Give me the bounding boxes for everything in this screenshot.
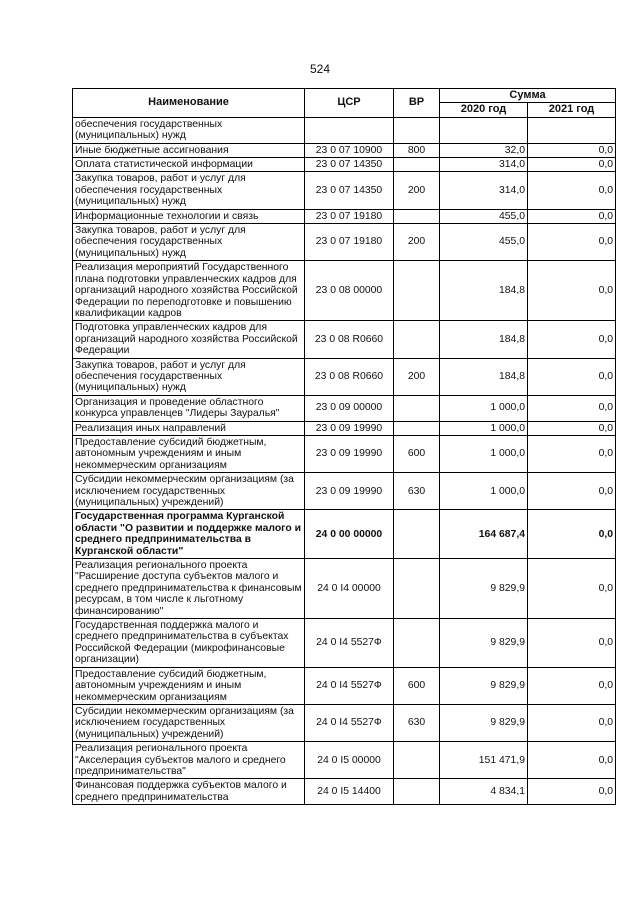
table-row bbox=[73, 158, 616, 172]
table-row bbox=[73, 172, 616, 209]
row-sum-2020: 455,0 bbox=[440, 209, 528, 223]
table-row bbox=[73, 321, 616, 358]
row-csr: 23 0 09 19990 bbox=[305, 473, 394, 510]
row-name: Государственная программа Курганской области "О развитии и поддержке малого и среднего предпринимательства в Курганской области" bbox=[73, 510, 305, 559]
row-sum-2020: 184,8 bbox=[440, 261, 528, 321]
table-row bbox=[73, 510, 616, 559]
header-sum: Сумма bbox=[440, 89, 616, 103]
row-csr: 24 0 00 00000 bbox=[305, 510, 394, 559]
row-sum-2021: 0,0 bbox=[528, 224, 616, 261]
row-sum-2021: 0,0 bbox=[528, 779, 616, 805]
row-csr: 23 0 08 R0660 bbox=[305, 321, 394, 358]
table-row bbox=[73, 224, 616, 261]
row-vr bbox=[394, 395, 440, 421]
row-sum-2021: 0,0 bbox=[528, 473, 616, 510]
table-row bbox=[73, 667, 616, 704]
header-year-2021: 2021 год bbox=[528, 103, 616, 117]
row-csr: 23 0 08 00000 bbox=[305, 261, 394, 321]
row-vr: 600 bbox=[394, 435, 440, 472]
row-csr bbox=[305, 117, 394, 143]
table-row bbox=[73, 209, 616, 223]
row-name: Реализация регионального проекта "Акселерация субъектов малого и среднего предпринимательства" bbox=[73, 742, 305, 779]
table-body bbox=[73, 117, 616, 804]
row-vr bbox=[394, 779, 440, 805]
table-row bbox=[73, 117, 616, 143]
page-number: 524 bbox=[309, 62, 331, 76]
table-row bbox=[73, 143, 616, 157]
row-vr bbox=[394, 321, 440, 358]
row-sum-2021: 0,0 bbox=[528, 559, 616, 619]
row-vr bbox=[394, 742, 440, 779]
row-name: Субсидии некоммерческим организациям (за исключением государственных (муниципальных) учреждений) bbox=[73, 473, 305, 510]
row-csr: 24 0 I5 00000 bbox=[305, 742, 394, 779]
row-name: Информационные технологии и связь bbox=[73, 209, 305, 223]
table-row bbox=[73, 473, 616, 510]
row-vr bbox=[394, 559, 440, 619]
row-sum-2020: 1 000,0 bbox=[440, 473, 528, 510]
row-vr: 200 bbox=[394, 358, 440, 395]
table-row bbox=[73, 742, 616, 779]
row-csr: 24 0 I5 14400 bbox=[305, 779, 394, 805]
row-csr: 23 0 09 19990 bbox=[305, 421, 394, 435]
row-sum-2020: 9 829,9 bbox=[440, 619, 528, 668]
row-sum-2021: 0,0 bbox=[528, 358, 616, 395]
row-vr bbox=[394, 619, 440, 668]
row-sum-2020: 9 829,9 bbox=[440, 559, 528, 619]
header-vr: ВР bbox=[394, 89, 440, 118]
header-year-2020: 2020 год bbox=[440, 103, 528, 117]
table-row bbox=[73, 421, 616, 435]
row-name: Закупка товаров, работ и услуг для обеспечения государственных (муниципальных) нужд bbox=[73, 224, 305, 261]
row-sum-2020: 9 829,9 bbox=[440, 667, 528, 704]
row-vr: 630 bbox=[394, 704, 440, 741]
row-csr: 23 0 09 00000 bbox=[305, 395, 394, 421]
row-name: Иные бюджетные ассигнования bbox=[73, 143, 305, 157]
row-sum-2021: 0,0 bbox=[528, 619, 616, 668]
table-row bbox=[73, 435, 616, 472]
row-sum-2021: 0,0 bbox=[528, 395, 616, 421]
row-sum-2020: 151 471,9 bbox=[440, 742, 528, 779]
row-vr bbox=[394, 117, 440, 143]
row-sum-2020: 455,0 bbox=[440, 224, 528, 261]
row-vr: 800 bbox=[394, 143, 440, 157]
row-vr bbox=[394, 510, 440, 559]
row-sum-2020: 314,0 bbox=[440, 158, 528, 172]
row-sum-2021: 0,0 bbox=[528, 321, 616, 358]
row-name: Финансовая поддержка субъектов малого и среднего предпринимательства bbox=[73, 779, 305, 805]
row-csr: 24 0 I4 5527Ф bbox=[305, 667, 394, 704]
row-vr: 630 bbox=[394, 473, 440, 510]
row-name: Предоставление субсидий бюджетным, автономным учреждениям и иным некоммерческим организациям bbox=[73, 667, 305, 704]
row-csr: 23 0 07 14350 bbox=[305, 158, 394, 172]
row-name: Закупка товаров, работ и услуг для обеспечения государственных (муниципальных) нужд bbox=[73, 172, 305, 209]
row-name: Организация и проведение областного конкурса управленцев "Лидеры Зауралья" bbox=[73, 395, 305, 421]
row-sum-2021: 0,0 bbox=[528, 742, 616, 779]
row-sum-2020: 1 000,0 bbox=[440, 395, 528, 421]
row-name: Подготовка управленческих кадров для организаций народного хозяйства Российской Федерации bbox=[73, 321, 305, 358]
row-csr: 24 0 I4 5527Ф bbox=[305, 619, 394, 668]
row-sum-2020 bbox=[440, 117, 528, 143]
row-vr bbox=[394, 209, 440, 223]
row-vr: 600 bbox=[394, 667, 440, 704]
row-csr: 23 0 07 10900 bbox=[305, 143, 394, 157]
row-name: Реализация мероприятий Государственного плана подготовки управленческих кадров для организаций народного хозяйства Российской Федерации по переподготовке и повышению квалификации кадров bbox=[73, 261, 305, 321]
row-sum-2021: 0,0 bbox=[528, 667, 616, 704]
header-csr: ЦСР bbox=[305, 89, 394, 118]
row-sum-2020: 4 834,1 bbox=[440, 779, 528, 805]
row-vr: 200 bbox=[394, 224, 440, 261]
row-name: Субсидии некоммерческим организациям (за исключением государственных (муниципальных) учреждений) bbox=[73, 704, 305, 741]
row-csr: 23 0 07 19180 bbox=[305, 209, 394, 223]
table-row bbox=[73, 395, 616, 421]
table-row bbox=[73, 261, 616, 321]
row-name: обеспечения государственных (муниципальных) нужд bbox=[73, 117, 305, 143]
row-csr: 23 0 08 R0660 bbox=[305, 358, 394, 395]
row-csr: 23 0 07 19180 bbox=[305, 224, 394, 261]
row-name: Реализация иных направлений bbox=[73, 421, 305, 435]
row-sum-2020: 164 687,4 bbox=[440, 510, 528, 559]
row-sum-2021: 0,0 bbox=[528, 172, 616, 209]
row-sum-2020: 1 000,0 bbox=[440, 435, 528, 472]
row-vr: 200 bbox=[394, 172, 440, 209]
row-sum-2020: 184,8 bbox=[440, 358, 528, 395]
table-row bbox=[73, 704, 616, 741]
row-name: Реализация регионального проекта "Расширение доступа субъектов малого и среднего предпринимательства к финансовым ресурсам, в том числе к льготному финансированию" bbox=[73, 559, 305, 619]
row-sum-2020: 184,8 bbox=[440, 321, 528, 358]
row-csr: 24 0 I4 5527Ф bbox=[305, 704, 394, 741]
table-row bbox=[73, 619, 616, 668]
row-sum-2021: 0,0 bbox=[528, 261, 616, 321]
table-row bbox=[73, 559, 616, 619]
budget-table bbox=[72, 88, 616, 805]
row-csr: 24 0 I4 00000 bbox=[305, 559, 394, 619]
row-name: Предоставление субсидий бюджетным, автономным учреждениям и иным некоммерческим организациям bbox=[73, 435, 305, 472]
row-sum-2021: 0,0 bbox=[528, 510, 616, 559]
row-sum-2021: 0,0 bbox=[528, 143, 616, 157]
row-sum-2020: 314,0 bbox=[440, 172, 528, 209]
row-csr: 23 0 09 19990 bbox=[305, 435, 394, 472]
table-row bbox=[73, 358, 616, 395]
row-sum-2021: 0,0 bbox=[528, 158, 616, 172]
row-name: Государственная поддержка малого и среднего предпринимательства в субъектах Российской Федерации (микрофинансовые организации) bbox=[73, 619, 305, 668]
row-sum-2020: 9 829,9 bbox=[440, 704, 528, 741]
row-sum-2021: 0,0 bbox=[528, 209, 616, 223]
table-row bbox=[73, 779, 616, 805]
row-name: Закупка товаров, работ и услуг для обеспечения государственных (муниципальных) нужд bbox=[73, 358, 305, 395]
row-vr bbox=[394, 158, 440, 172]
row-sum-2021: 0,0 bbox=[528, 421, 616, 435]
row-name: Оплата статистической информации bbox=[73, 158, 305, 172]
row-csr: 23 0 07 14350 bbox=[305, 172, 394, 209]
row-vr bbox=[394, 261, 440, 321]
row-sum-2021 bbox=[528, 117, 616, 143]
row-sum-2021: 0,0 bbox=[528, 704, 616, 741]
header-name: Наименование bbox=[73, 89, 305, 118]
row-sum-2020: 1 000,0 bbox=[440, 421, 528, 435]
row-sum-2020: 32,0 bbox=[440, 143, 528, 157]
row-vr bbox=[394, 421, 440, 435]
row-sum-2021: 0,0 bbox=[528, 435, 616, 472]
